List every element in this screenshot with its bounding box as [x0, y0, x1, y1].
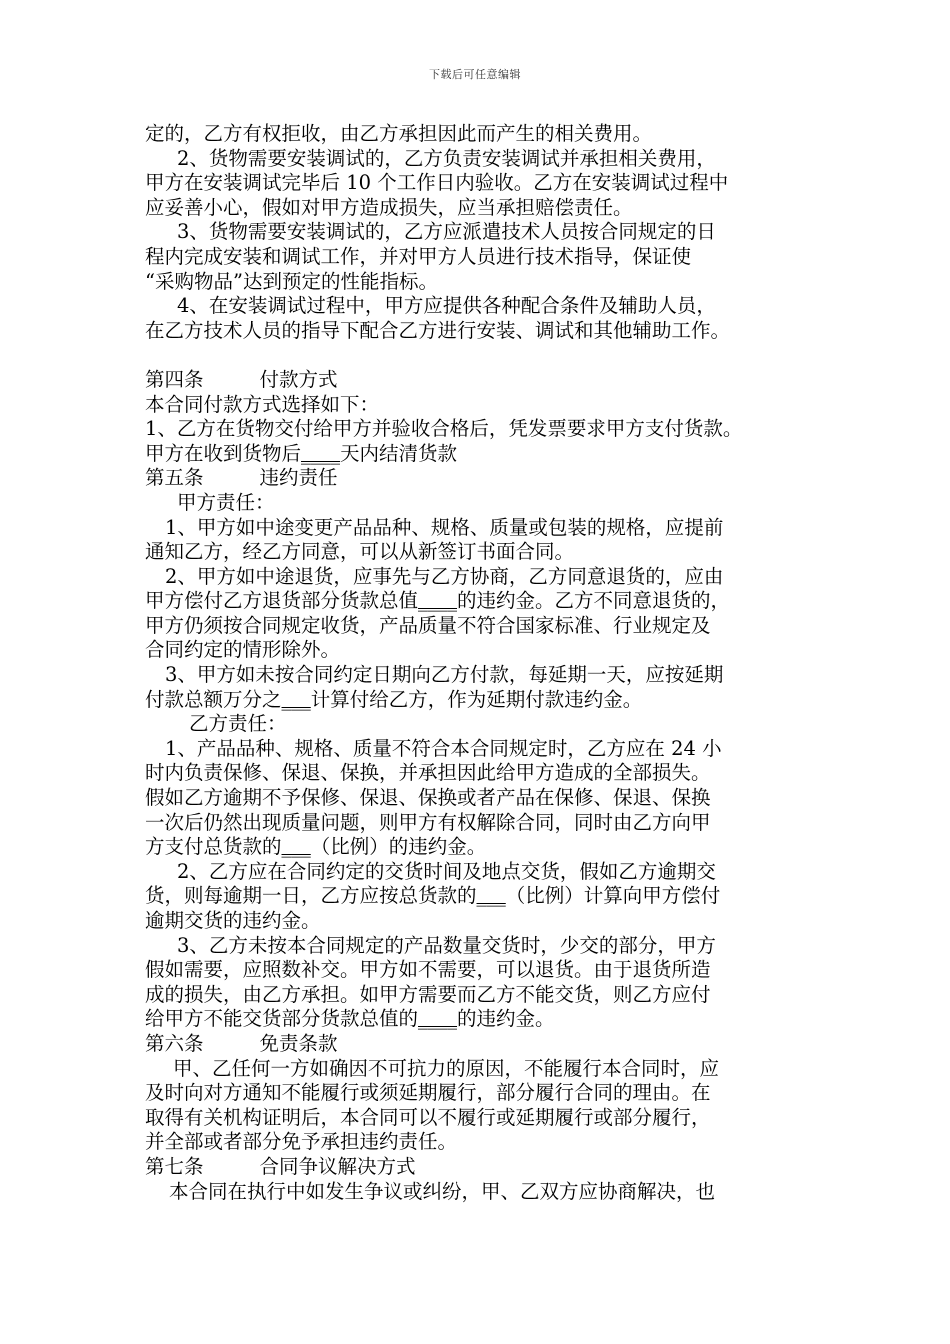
text-segment: 定的，乙方有权拒收，由乙方承担因此而产生的相关费用。 [145, 122, 653, 145]
text-segment: 甲方在收到货物后 [145, 441, 302, 465]
text-line [145, 688, 815, 713]
text-line [145, 171, 815, 196]
text-segment: “采购物品”达到预定的性能指标。 [145, 269, 438, 293]
text-segment: 2、乙方应在合同约定的交货时间及地点交货，假如乙方逾期交 [177, 859, 716, 883]
text-segment: 1、甲方如中途变更产品品种、规格、质量或包装的规格，应提前 [165, 515, 724, 539]
text-line [145, 1007, 815, 1032]
text-segment: 逾期交货的违约金。 [145, 909, 321, 932]
text-segment: 乙方责任： [189, 712, 287, 736]
text-segment: 天内结清货款 [340, 441, 458, 465]
fill-blank: ____ [418, 1007, 458, 1031]
text-line [145, 983, 815, 1008]
text-line [145, 417, 815, 442]
section-number: 第五条 [145, 466, 204, 490]
fill-blank: ____ [301, 441, 341, 465]
text-segment: 4、在安装调试过程中，甲方应提供各种配合条件及辅助人员， [177, 294, 716, 318]
text-line [145, 860, 815, 885]
section-title: 违约责任 [259, 466, 338, 490]
text-segment: 取得有关机构证明后，本合同可以不履行或延期履行或部分履行， [145, 1105, 711, 1129]
text-line [145, 884, 815, 909]
text-line [145, 393, 815, 418]
text-segment: 1、乙方在货物交付给甲方并验收合格后，凭发票要求甲方支付货款。 [145, 417, 743, 441]
text-line [145, 565, 815, 590]
text-segment: 应妥善小心，假如对甲方造成损失，应当承担赔偿责任。 [145, 195, 633, 219]
fill-blank: ____ [418, 589, 458, 613]
section-heading [145, 466, 815, 491]
section-heading [145, 368, 815, 393]
text-segment: 本合同在执行中如发生争议或纠纷，甲、乙双方应协商解决，也 [169, 1179, 716, 1203]
text-segment: 一次后仍然出现质量问题，则甲方有权解除合同，同时由乙方向甲 [145, 810, 711, 834]
text-line [145, 1130, 815, 1155]
text-segment: 甲方责任： [177, 490, 275, 514]
text-line [145, 761, 815, 786]
text-segment: 甲方偿付乙方退货部分货款总值 [145, 589, 419, 613]
text-segment: （比例）的违约金。 [310, 835, 487, 859]
document-body [145, 122, 815, 1204]
text-segment: 给甲方不能交货部分货款总值的 [145, 1007, 419, 1031]
blank-line [145, 343, 815, 368]
text-line [145, 712, 815, 737]
text-line [145, 442, 815, 467]
text-segment: 成的损失，由乙方承担。如甲方需要而乙方不能交货，则乙方应付 [145, 982, 711, 1006]
page-header: 下载后可任意编辑 [429, 68, 521, 81]
text-line [145, 589, 815, 614]
text-line [145, 147, 815, 172]
text-segment: 程内完成安装和调试工作，并对甲方人员进行技术指导，保证使 [145, 244, 692, 268]
text-segment: 时内负责保修、保退、保换，并承担因此给甲方造成的全部损失。 [145, 761, 711, 785]
text-segment: 并全部或者部分免予承担违约责任。 [145, 1130, 458, 1154]
section-heading [145, 1155, 815, 1180]
section-number: 第四条 [145, 367, 204, 391]
text-segment: 本合同付款方式选择如下： [145, 392, 380, 416]
text-segment: 3、货物需要安装调试的，乙方应派遣技术人员按合同规定的日 [177, 220, 716, 244]
text-segment: 货，则每逾期一日，乙方应按总货款的 [145, 884, 477, 908]
fill-blank: ___ [281, 687, 311, 711]
section-title: 付款方式 [259, 367, 338, 391]
text-line [145, 491, 815, 516]
section-title: 合同争议解决方式 [259, 1154, 416, 1178]
text-line [145, 835, 815, 860]
text-segment: 甲方在安装调试完毕后 10 个工作日内验收。乙方在安装调试过程中 [145, 171, 729, 195]
text-line [145, 786, 815, 811]
text-line [145, 811, 815, 836]
text-line [145, 245, 815, 270]
text-line [145, 638, 815, 663]
section-title: 免责条款 [259, 1031, 338, 1055]
text-segment: 1、产品品种、规格、质量不符合本合同规定时，乙方应在 24 小 [165, 736, 722, 760]
text-line [145, 1081, 815, 1106]
text-line [145, 1106, 815, 1131]
section-number: 第六条 [145, 1031, 204, 1055]
text-line [145, 220, 815, 245]
text-segment: 合同约定的情形除外。 [145, 638, 341, 662]
text-segment: 假如乙方逾期不予保修、保退、保换或者产品在保修、保退、保换 [145, 786, 711, 810]
text-segment: 假如需要，应照数补交。甲方如不需要，可以退货。由于退货所造 [145, 958, 711, 982]
fill-blank: ___ [281, 835, 311, 859]
text-line [145, 294, 815, 319]
text-segment: 3、甲方如未按合同约定日期向乙方付款，每延期一天，应按延期 [165, 663, 724, 687]
text-segment: 及时向对方通知不能履行或须延期履行，部分履行合同的理由。在 [145, 1081, 711, 1105]
text-line [145, 1180, 815, 1205]
text-line [145, 122, 815, 147]
text-segment: 的违约金。乙方不同意退货的， [457, 589, 731, 613]
section-heading [145, 1032, 815, 1057]
text-line [145, 958, 815, 983]
text-segment: 2、货物需要安装调试的，乙方负责安装调试并承担相关费用， [177, 146, 716, 170]
text-line [145, 270, 815, 295]
text-line [145, 909, 815, 934]
text-segment: 的违约金。 [457, 1007, 555, 1031]
text-segment: 甲、乙任何一方如确因不可抗力的原因，不能履行本合同时，应 [173, 1056, 720, 1080]
section-number: 第七条 [145, 1154, 204, 1178]
text-line [145, 663, 815, 688]
text-line [145, 516, 815, 541]
text-segment: 通知乙方，经乙方同意，可以从新签订书面合同。 [145, 540, 575, 564]
text-segment: 甲方仍须按合同规定收货，产品质量不符合国家标准、行业规定及 [145, 613, 711, 637]
text-line [145, 319, 815, 344]
text-line [145, 934, 815, 959]
fill-blank: ___ [476, 884, 506, 908]
text-segment: （比例）计算向甲方偿付 [505, 884, 721, 908]
text-line [145, 614, 815, 639]
text-line [145, 196, 815, 221]
text-segment: 付款总额万分之 [145, 687, 282, 711]
text-segment: 计算付给乙方，作为延期付款违约金。 [310, 687, 643, 711]
text-segment: 在乙方技术人员的指导下配合乙方进行安装、调试和其他辅助工作。 [145, 318, 731, 342]
text-line [145, 737, 815, 762]
text-line [145, 1057, 815, 1082]
text-segment: 3、乙方未按本合同规定的产品数量交货时，少交的部分，甲方 [177, 933, 716, 957]
text-segment: 2、甲方如中途退货，应事先与乙方协商，乙方同意退货的，应由 [165, 564, 724, 588]
text-line [145, 540, 815, 565]
text-segment: 方支付总货款的 [145, 835, 282, 859]
